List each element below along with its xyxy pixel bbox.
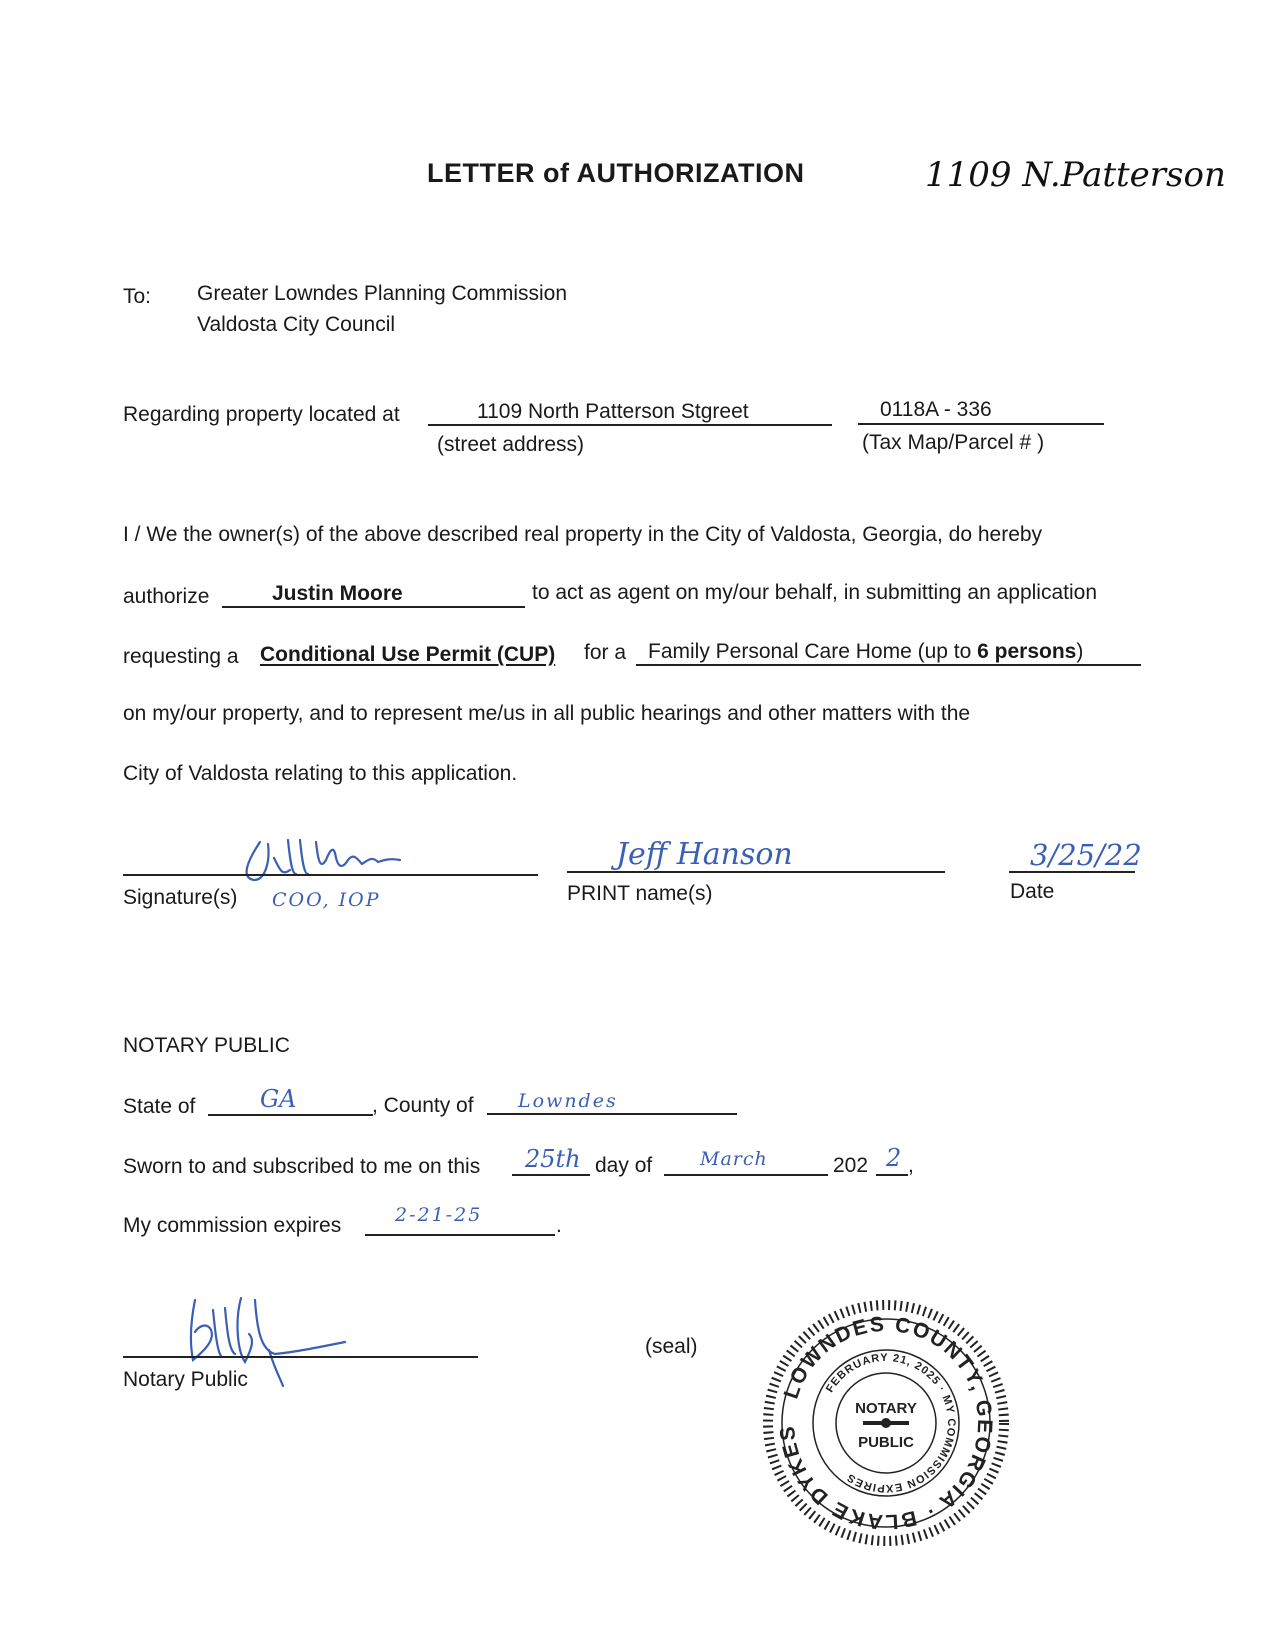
state-value: GA: [260, 1085, 297, 1113]
svg-text:FEBRUARY 21, 2025 · MY COMMISS: FEBRUARY 21, 2025 · MY COMMISSION EXPIRES: [823, 1351, 958, 1495]
permit-type: Conditional Use Permit (CUP): [260, 643, 556, 666]
year-prefix: 202: [833, 1154, 869, 1177]
intended-use-suffix: ): [1076, 640, 1084, 663]
signature-label: Signature(s): [123, 886, 238, 909]
date-label: Date: [1010, 880, 1055, 903]
county-value: Lowndes: [518, 1090, 618, 1112]
parcel-caption: (Tax Map/Parcel # ): [862, 431, 1045, 454]
seal-label: (seal): [645, 1335, 698, 1358]
commission-label: My commission expires: [123, 1214, 342, 1237]
commission-value: 2-21-25: [395, 1204, 483, 1226]
date-line: [1009, 871, 1135, 873]
property-label: Regarding property located at: [123, 403, 400, 426]
street-address-caption: (street address): [437, 433, 585, 456]
county-label: , County of: [372, 1094, 474, 1117]
recipient-line-2: Valdosta City Council: [197, 313, 396, 336]
svg-text:PUBLIC: PUBLIC: [858, 1434, 914, 1451]
print-name-line: [567, 871, 945, 873]
printed-name: Jeff Hanson: [616, 837, 793, 872]
body-line-4: on my/our property, and to represent me/us in all public hearings and other matters with the: [123, 702, 971, 725]
svg-text:LOWNDES COUNTY, GEORGIA · BLAK: LOWNDES COUNTY, GEORGIA · BLAKE DYKES: [775, 1312, 997, 1534]
svg-text:NOTARY: NOTARY: [855, 1400, 917, 1417]
notary-heading: NOTARY PUBLIC: [123, 1034, 290, 1057]
year-comma: ,: [908, 1154, 914, 1177]
owner-signature: [230, 830, 420, 890]
to-label: To:: [123, 285, 152, 308]
state-label: State of: [123, 1095, 196, 1118]
intended-use: [648, 640, 1083, 664]
intended-use-prefix: Family Personal Care Home (up to: [648, 640, 978, 663]
month-value: March: [700, 1148, 768, 1170]
date-value: 3/25/22: [1030, 838, 1142, 872]
for-a-label: for a: [584, 641, 627, 664]
intended-use-persons: 6 persons: [977, 640, 1077, 663]
parcel-line: [858, 423, 1104, 425]
year-suffix-value: 2: [886, 1144, 902, 1172]
state-line: [208, 1114, 373, 1116]
street-address-value: 1109 North Patterson Stgreet: [477, 400, 749, 423]
handwritten-address: 1109 N.Patterson: [925, 155, 1226, 195]
print-name-label: PRINT name(s): [567, 882, 713, 905]
day-value: 25th: [525, 1145, 581, 1173]
notary-seal: [763, 1300, 1009, 1546]
year-suffix-line: [876, 1174, 908, 1176]
signature-line: [123, 874, 538, 876]
notary-signature-line: [123, 1356, 478, 1358]
commission-line: [365, 1234, 555, 1236]
notary-public-label: Notary Public: [123, 1368, 248, 1391]
document-title: LETTER of AUTHORIZATION: [427, 158, 805, 188]
authorize-label: authorize: [123, 585, 210, 608]
agent-name: Justin Moore: [272, 582, 403, 605]
intended-use-line: [636, 664, 1141, 666]
requesting-label: requesting a: [123, 645, 239, 668]
county-line: [487, 1113, 737, 1115]
sworn-label: Sworn to and subscribed to me on this: [123, 1155, 481, 1178]
commission-period: .: [556, 1214, 562, 1237]
signature-title: COO, IOP: [272, 889, 381, 911]
street-address-line: [428, 424, 832, 426]
body-line-2-tail: to act as agent on my/our behalf, in submitting an application: [532, 581, 1098, 604]
month-line: [664, 1174, 828, 1176]
day-of-label: day of: [595, 1154, 653, 1177]
day-line: [512, 1174, 590, 1176]
agent-name-line: [222, 606, 525, 608]
recipient-line-1: Greater Lowndes Planning Commission: [197, 282, 568, 305]
body-line-1: I / We the owner(s) of the above described real property in the City of Valdosta, Georgia, do hereby: [123, 523, 1043, 546]
body-line-5: City of Valdosta relating to this application.: [123, 762, 518, 785]
parcel-value: 0118A - 336: [880, 398, 992, 421]
